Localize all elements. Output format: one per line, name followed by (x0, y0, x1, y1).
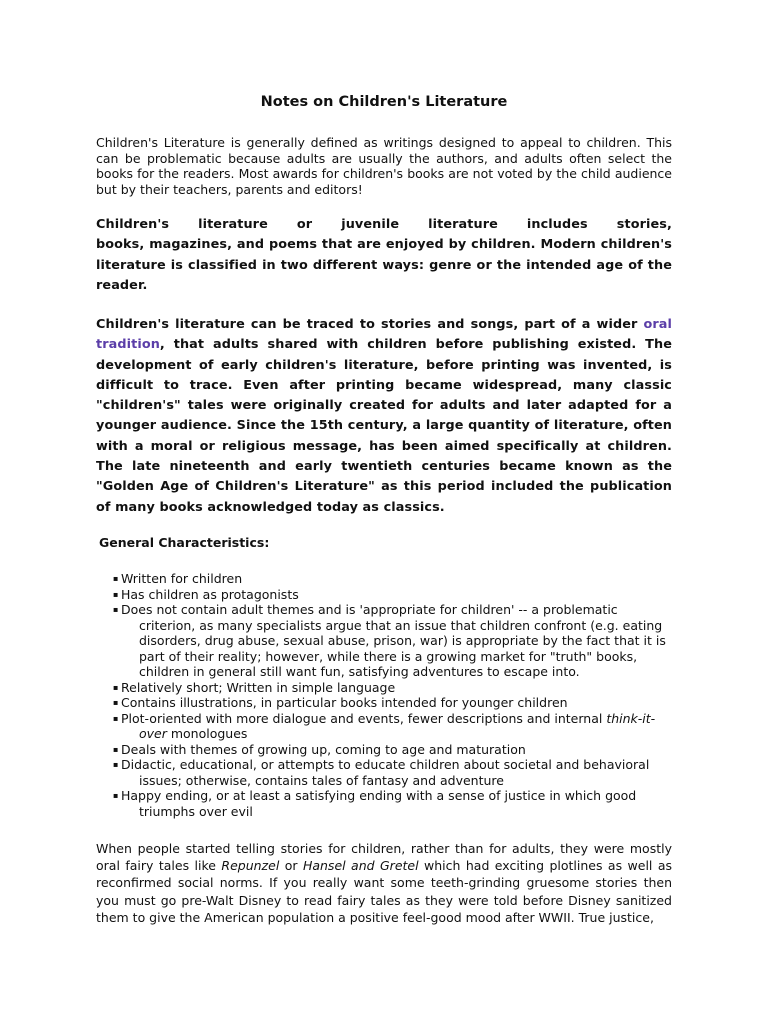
list-item (96, 742, 676, 758)
list-item (96, 757, 676, 788)
list-item-text: Deals with themes of growing up, coming to age and maturation (121, 741, 526, 757)
list-item-text: Contains illustrations, in particular books intended for younger children (121, 695, 568, 710)
bullet-icon: ▪ (113, 682, 119, 692)
definition-paragraph (96, 215, 672, 296)
bullet-icon: ▪ (113, 698, 119, 707)
list-item-text: Does not contain adult themes and is 'appropriate for children' -- a problematic criterion, as many specialists argue that an issue that children confront (e.g. eating disorders, drug abuse, sexual abuse, prison, war) is appropriate by the fact that it is part of their reality; however, while there is a growing market for "truth" books, children in general still want fun, satisfying adventures to escape into. (121, 602, 666, 679)
hansel-and-gretel-italic: Hansel and Gretel (302, 858, 419, 874)
bullet-icon: ▪ (113, 574, 119, 583)
history-text-before: Children's literature can be traced to stories and songs, part of a wider (96, 317, 644, 332)
list-item (96, 788, 676, 819)
list-item (96, 602, 676, 680)
definition-lead: Children's literature or juvenile literature includes stories, books, (96, 217, 672, 253)
think-it-over-italic: think-it-over (139, 710, 656, 741)
list-item-text: Written for children (121, 571, 243, 586)
repunzel-italic: Repunzel (221, 858, 280, 874)
bullet-icon: ▪ (113, 713, 119, 723)
list-item (96, 680, 676, 696)
bullet-icon: ▪ (113, 760, 119, 769)
list-item-text: Didactic, educational, or attempts to educate children about societal and behavioral issues; otherwise, contains tales of fantasy and adventure (121, 757, 650, 788)
closing-paragraph (96, 840, 672, 926)
list-item-text (121, 711, 676, 742)
bullet-icon: ▪ (113, 791, 119, 800)
list-item-text: Has children as protagonists (121, 586, 299, 602)
list-item-text-start: Plot-oriented with more dialogue and events, fewer descriptions and internal (121, 710, 607, 726)
history-paragraph (96, 315, 672, 518)
list-item-text-end: monologues (166, 726, 248, 741)
list-item-text: Happy ending, or at least a satisfying ending with a sense of justice in which good triumphs over evil (121, 788, 637, 819)
history-text-after: , that adults shared with children before publishing existed. The development of early children's literature, before printing was invented, is difficult to trace. Even after printing became widespread, many classic "children's" tales were originally created for adults and later adapted for a younger audience. Since the 15th century, a large quantity of literature, often with a moral or religious message, has been aimed specifically at children. The late nineteenth and early twentieth centuries became known as the "Golden Age of Children's Literature" as this period included the publication of many books acknowledged today as classics. (96, 337, 672, 515)
characteristics-heading: General Characteristics: (99, 535, 270, 550)
intro-paragraph: Children's Literature is generally defined as writings designed to appeal to children. This can be problematic because adults are usually the authors, and adults often select the books for the readers. Most awards for children's books are not voted by the child audience but by their teachers, parents and editors! (96, 135, 672, 197)
bullet-icon: ▪ (113, 744, 119, 754)
closing-part-3: which had exciting plotlines as well as reconfirmed social norms. If you really want some teeth-grinding gruesome stories then you must go pre-Walt Disney to read fairy tales as they were told before Disney sanitized them to give the American population a positive feel-good mood after WWII. True justice, (96, 858, 673, 925)
page-title: Notes on Children's Literature (260, 94, 508, 110)
list-item-text: Relatively short; Written in simple language (121, 679, 396, 695)
closing-part-2: or (279, 858, 303, 874)
oral-tradition-link[interactable]: oral tradition (96, 317, 672, 353)
list-item (96, 711, 676, 742)
definition-rest: magazines, and poems that are enjoyed by children. Modern children's literature is classified in two different ways: genre or the intended age of the reader. (96, 237, 672, 293)
bullet-icon: ▪ (113, 589, 119, 599)
list-item (96, 695, 676, 711)
list-item (96, 587, 676, 603)
characteristics-list (96, 571, 676, 819)
bullet-icon: ▪ (113, 605, 119, 614)
list-item (96, 571, 676, 587)
closing-part-1: When people started telling stories for children, rather than for adults, they were mostly oral fairy tales like (96, 841, 672, 874)
